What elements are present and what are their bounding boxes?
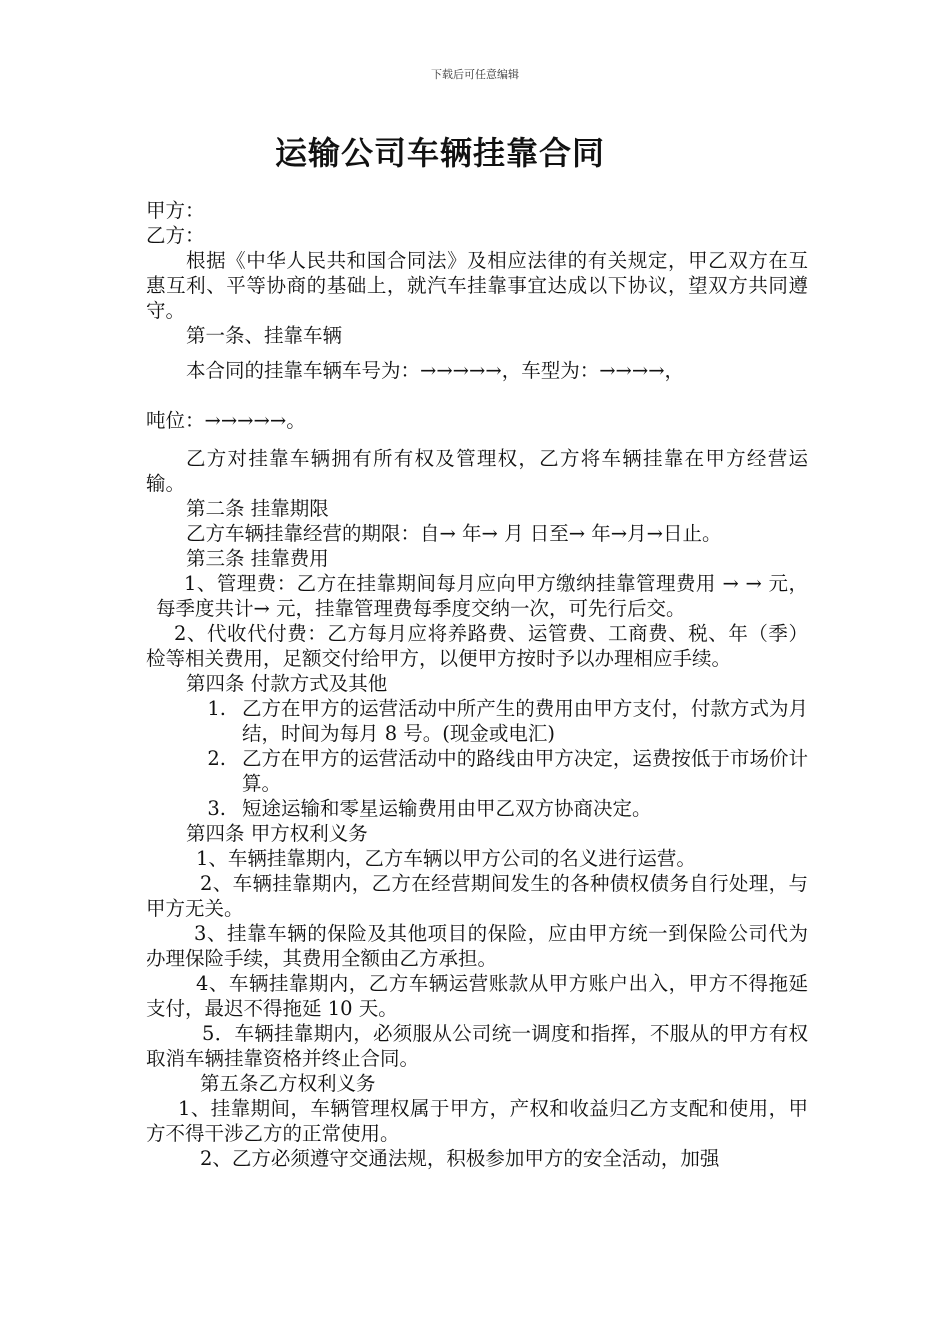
party-a-duty-item: 1、车辆挂靠期内，乙方车辆以甲方公司的名义进行运营。 (196, 847, 696, 870)
ownership-paragraph: 乙方对挂靠车辆拥有所有权及管理权，乙方将车辆挂靠在甲方经营运输。 (146, 447, 808, 495)
list-text: 短途运输和零星运输费用由甲乙双方协商决定。 (242, 797, 652, 820)
management-fee-item: 1、管理费：乙方在挂靠期间每月应向甲方缴纳挂靠管理费用 → → 元，每季度共计→ 元，挂靠管理费每季度交纳一次，可先行后交。 (156, 572, 808, 620)
collection-fee-item: 2、代收代付费：乙方每月应将养路费、运管费、工商费、税、年（季）检等相关费用，足额交付给甲方，以便甲方按时予以办理相应手续。 (146, 622, 808, 670)
article-5-heading: 第五条乙方权利义务 (200, 1072, 376, 1095)
contract-body (146, 198, 808, 1171)
vehicle-plate-line: 本合同的挂靠车辆车号为：→→→→→，车型为：→→→→， (186, 359, 685, 382)
list-item (146, 796, 808, 821)
list-text: 乙方在甲方的运营活动中的路线由甲方决定，运费按低于市场价计算。 (242, 747, 808, 795)
list-number: 2. (207, 747, 226, 770)
party-b-duty-item: 2、乙方必须遵守交通法规，积极参加甲方的安全活动，加强 (200, 1147, 720, 1170)
party-a-duty-item: 3、挂靠车辆的保险及其他项目的保险，应由甲方统一到保险公司代为办理保险手续，其费用全额由乙方承担。 (146, 922, 808, 970)
party-a-duty-item: 5．车辆挂靠期内，必须服从公司统一调度和指挥，不服从的甲方有权取消车辆挂靠资格并终止合同。 (146, 1022, 808, 1070)
article-1-heading: 第一条、挂靠车辆 (186, 324, 343, 347)
list-number: 1. (207, 697, 226, 720)
list-text: 乙方在甲方的运营活动中所产生的费用由甲方支付，付款方式为月结，时间为每月 8 号。(现金或电汇) (242, 697, 808, 745)
list-item (146, 696, 808, 746)
party-a-duty-item: 4、车辆挂靠期内，乙方车辆运营账款从甲方账户出入，甲方不得拖延支付，最迟不得拖延 10 天。 (146, 972, 808, 1020)
contract-title: 运输公司车辆挂靠合同 (274, 134, 605, 172)
party-a-line: 甲方： (146, 199, 205, 222)
tonnage-line: 吨位：→→→→→。 (146, 409, 306, 432)
list-item (146, 746, 808, 796)
term-line: 乙方车辆挂靠经营的期限：自→ 年→ 月 日至→ 年→月→日止。 (186, 522, 722, 545)
article-2-heading: 第二条 挂靠期限 (186, 497, 329, 520)
article-4b-heading: 第四条 甲方权利义务 (186, 822, 368, 845)
intro-paragraph: 根据《中华人民共和国合同法》及相应法律的有关规定，甲乙双方在互惠互利、平等协商的基础上，就汽车挂靠事宜达成以下协议，望双方共同遵守。 (146, 249, 808, 322)
party-a-duty-item: 2、车辆挂靠期内，乙方在经营期间发生的各种债权债务自行处理，与甲方无关。 (146, 872, 808, 920)
article-4a-heading: 第四条 付款方式及其他 (186, 672, 388, 695)
party-b-duty-item: 1、挂靠期间，车辆管理权属于甲方，产权和收益归乙方支配和使用，甲方不得干涉乙方的正常使用。 (146, 1097, 808, 1145)
list-number: 3. (207, 797, 226, 820)
article-3-heading: 第三条 挂靠费用 (186, 547, 329, 570)
page-header: 下载后可任意编辑 (431, 68, 519, 81)
party-b-line: 乙方： (146, 224, 205, 247)
